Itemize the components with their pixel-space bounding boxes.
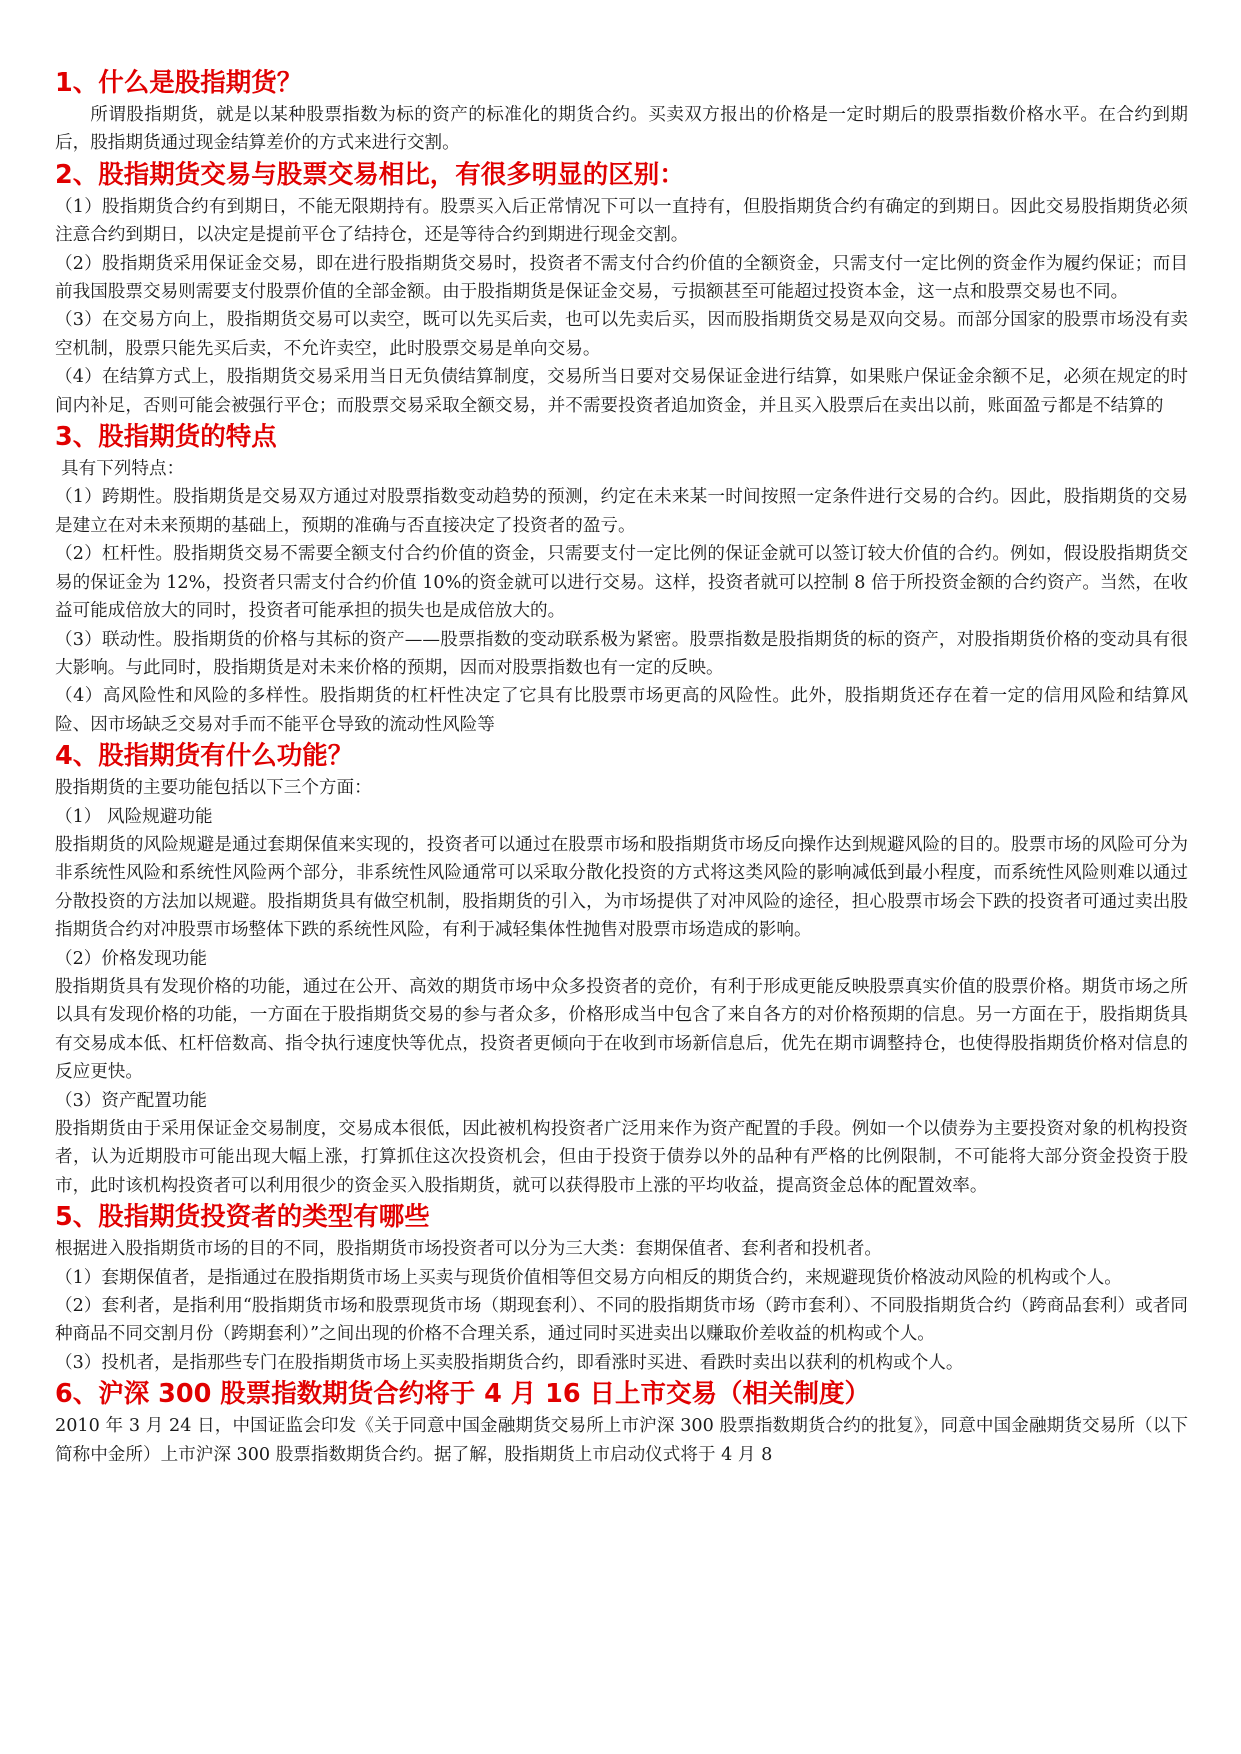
section-5-paragraph-2: （2）套利者，是指利用“股指期货市场和股票现货市场（期现套利）、不同的股指期货市场（跨市套利）、不同股指期货合约（跨商品套利）或者同种商品不同交割月份（跨期套利）”之间出现的价格不合理关系，通过同时买进卖出以赚取价差收益的机构或个人。: [55, 1296, 1188, 1345]
section-4-paragraph-3: 股指期货由于采用保证金交易制度，交易成本很低，因此被机构投资者广泛用来作为资产配置的手段。例如一个以债券为主要投资对象的机构投资者，认为近期股市可能出现大幅上涨，打算抓住这次投资机会，但由于投资于债券以外的品种有严格的比例限制，不可能将大部分资金投资于股市，此时该机构投资者可以利用很少的资金买入股指期货，就可以获得股市上涨的平均收益，提高资金总体的配置效率。: [55, 1119, 1188, 1196]
section-4-paragraph-1: 股指期货的风险规避是通过套期保值来实现的，投资者可以通过在股票市场和股指期货市场反向操作达到规避风险的目的。股票市场的风险可分为非系统性风险和系统性风险两个部分，非系统性风险通常可以采取分散化投资的方式将这类风险的影响减低到最小程度，而系统性风险则难以通过分散投资的方法加以规避。股指期货具有做空机制，股指期货的引入，为市场提供了对冲风险的途径，担心股票市场会下跌的投资者可通过卖出股指期货合约对冲股票市场整体下跌的系统性风险，有利于减轻集体性抛售对股票市场造成的影响。: [55, 834, 1188, 941]
section-4-paragraph-2: 股指期货具有发现价格的功能，通过在公开、高效的期货市场中众多投资者的竞价，有利于形成更能反映股票真实价值的股票价格。期货市场之所以具有发现价格的功能，一方面在于股指期货交易的参与者众多，价格形成当中包含了来自各方的对价格预期的信息。另一方面在于，股指期货具有交易成本低、杠杆倍数高、指令执行速度快等优点，投资者更倾向于在收到市场新信息后，优先在期市调整持仓，也使得股指期货价格对信息的反应更快。: [55, 976, 1188, 1083]
section-heading-2: 2、股指期货交易与股票交易相比，有很多明显的区别：: [55, 159, 685, 190]
section-5-paragraph-3: （3）投机者，是指那些专门在股指期货市场上买卖股指期货合约，即看涨时买进、看跌时卖出以获利的机构或个人。: [55, 1352, 964, 1373]
section-4-subheading-3: （3）资产配置功能: [55, 1090, 207, 1111]
section-2-paragraph-3: （3）在交易方向上，股指期货交易可以卖空，既可以先买后卖，也可以先卖后买，因而股指期货交易是双向交易。而部分国家的股票市场没有卖空机制，股票只能先买后卖，不允许卖空，此时股票交易是单向交易。: [55, 310, 1188, 359]
section-3-paragraph-4: （4）高风险性和风险的多样性。股指期货的杠杆性决定了它具有比股票市场更高的风险性。此外，股指期货还存在着一定的信用风险和结算风险、因市场缺乏交易对手而不能平仓导致的流动性风险等: [55, 686, 1188, 735]
section-3-paragraph-2: （2）杠杆性。股指期货交易不需要全额支付合约价值的资金，只需要支付一定比例的保证金就可以签订较大价值的合约。例如，假设股指期货交易的保证金为 12%，投资者只需支付合约价值 10%的资金就可以进行交易。这样，投资者就可以控制 8 倍于所投资金额的合约资产。当然，在收益可能成倍放大的同时，投资者可能承担的损失也是成倍放大的。: [55, 544, 1188, 622]
section-2-paragraph-1: （1）股指期货合约有到期日，不能无限期持有。股票买入后正常情况下可以一直持有，但股指期货合约有确定的到期日。因此交易股指期货必须注意合约到期日，以决定是提前平仓了结持仓，还是等待合约到期进行现金交割。: [55, 196, 1188, 246]
document-page: [55, 66, 1188, 1469]
section-5-intro: 根据进入股指期货市场的目的不同，股指期货市场投资者可以分为三大类：套期保值者、套利者和投机者。: [55, 1239, 882, 1260]
section-1-paragraph-1: 所谓股指期货，就是以某种股票指数为标的资产的标准化的期货合约。买卖双方报出的价格是一定时期后的股票指数价格水平。在合约到期后，股指期货通过现金结算差价的方式来进行交割。: [55, 105, 1188, 154]
section-heading-5: 5、股指期货投资者的类型有哪些: [55, 1202, 430, 1233]
section-3-intro: 具有下列特点：: [61, 459, 185, 480]
section-3-paragraph-1: （1）跨期性。股指期货是交易双方通过对股票指数变动趋势的预测，约定在未来某一时间按照一定条件进行交易的合约。因此，股指期货的交易是建立在对未来预期的基础上，预期的准确与否直接决定了投资者的盈亏。: [55, 487, 1188, 536]
section-4-subheading-1: （1） 风险规避功能: [55, 806, 213, 827]
section-heading-1: 1、什么是股指期货？: [55, 68, 303, 98]
section-6-paragraph-1: 2010 年 3 月 24 日，中国证监会印发《关于同意中国金融期货交易所上市沪深 300 股票指数期货合约的批复》，同意中国金融期货交易所（以下简称中金所）上市沪深 300 股票指数期货合约。据了解，股指期货上市启动仪式将于 4 月 8: [55, 1416, 1188, 1465]
section-4-intro: 股指期货的主要功能包括以下三个方面：: [55, 778, 372, 799]
section-2-paragraph-2: （2）股指期货采用保证金交易，即在进行股指期货交易时，投资者不需支付合约价值的全额资金，只需支付一定比例的资金作为履约保证；而目前我国股票交易则需要支付股票价值的全部金额。由于股指期货是保证金交易，亏损额甚至可能超过投资本金，这一点和股票交易也不同。: [55, 253, 1188, 303]
section-5-paragraph-1: （1）套期保值者，是指通过在股指期货市场上买卖与现货价值相等但交易方向相反的期货合约，来规避现货价格波动风险的机构或个人。: [55, 1267, 1122, 1288]
section-heading-4: 4、股指期货有什么功能？: [55, 741, 354, 772]
section-heading-6: 6、沪深 300 股票指数期货合约将于 4 月 16 日上市交易（相关制度）: [55, 1379, 870, 1410]
section-3-paragraph-3: （3）联动性。股指期货的价格与其标的资产——股票指数的变动联系极为紧密。股票指数是股指期货的标的资产，对股指期货价格的变动具有很大影响。与此同时，股指期货是对未来价格的预期，因而对股票指数也有一定的反映。: [55, 629, 1188, 678]
section-heading-3: 3、股指期货的特点: [55, 422, 277, 453]
section-4-subheading-2: （2）价格发现功能: [55, 948, 207, 969]
section-2-paragraph-4: （4）在结算方式上，股指期货交易采用当日无负债结算制度，交易所当日要对交易保证金进行结算，如果账户保证金余额不足，必须在规定的时间内补足，否则可能会被强行平仓；而股票交易采取全额交易，并不需要投资者追加资金，并且买入股票后在卖出以前，账面盈亏都是不结算的: [55, 367, 1188, 416]
